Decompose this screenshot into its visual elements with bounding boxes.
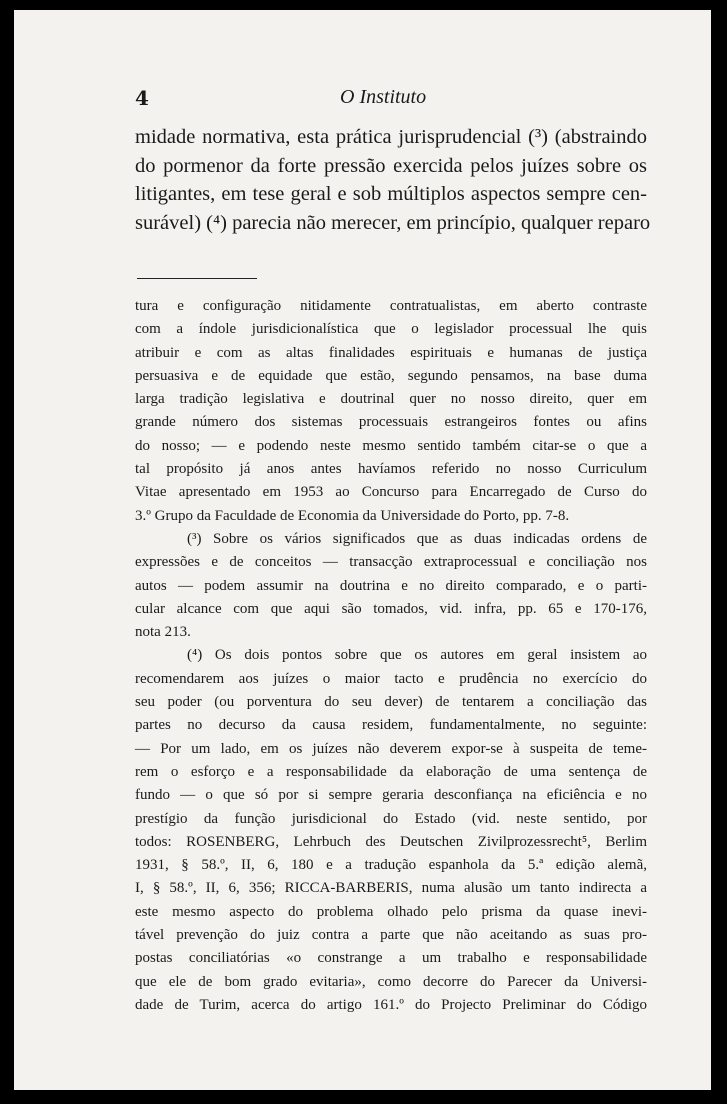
body-line: surável) (⁴) parecia não merecer, em princípio, qualquer reparo	[135, 211, 651, 234]
footnote-line: todos: ROSENBERG, Lehrbuch des Deutschen Zivilprozessrecht⁵, Berlim	[135, 833, 647, 850]
footnote-line: grande número dos sistemas processuais estrangeiros fontes ou afins	[135, 414, 647, 431]
footnote-line: do nosso; — e podendo neste mesmo sentido também citar-se o que a	[135, 437, 647, 454]
footnote-line: larga tradição legislativa e doutrinal quer no nosso direito, quer em	[135, 391, 647, 408]
footnote-line: 3.º Grupo da Faculdade de Economia da Universidade do Porto, pp. 7-8.	[135, 507, 570, 524]
footnote-line: (³) Sobre os vários significados que as duas indicadas ordens de	[187, 530, 647, 547]
page-number: 4	[135, 86, 149, 110]
footnote-line: atribuir e com as altas finalidades espirituais e humanas de justiça	[135, 344, 647, 361]
footnote-line: que ele de bom grado evitaria», como decorre do Parecer da Universi-	[135, 973, 647, 990]
footnote-separator	[137, 278, 257, 279]
body-line: midade normativa, esta prática jurisprudencial (³) (abstraindo	[135, 126, 647, 148]
footnote-line: este mesmo aspecto do problema olhado pelo prisma da quase inevi-	[135, 903, 647, 920]
footnote-line: 1931, § 58.º, II, 6, 180 e a tradução espanhola da 5.ª edição alemã,	[135, 857, 647, 874]
body-line: litigantes, em tese geral e sob múltiplos aspectos sempre cen-	[135, 183, 647, 205]
footnote-line: dade de Turim, acerca do artigo 161.º do Projecto Preliminar do Código	[135, 996, 647, 1013]
footnote-line: recomendarem aos juízes o maior tacto e prudência no exercício do	[135, 670, 647, 687]
footnote-line: rem o esforço e a responsabilidade da elaboração de uma sentença de	[135, 763, 647, 780]
footnote-continuation	[135, 295, 647, 528]
footnote-line: postas conciliatórias «o constrange a um trabalho e responsabilidade	[135, 950, 647, 967]
footnote-line: tal propósito já anos antes havíamos referido no nosso Curriculum	[135, 461, 647, 478]
footnote-line: expressões e de conceitos — transacção extraprocessual e conciliação nos	[135, 554, 647, 571]
footnote-line: (⁴) Os dois pontos sobre que os autores em geral insistem ao	[187, 647, 647, 664]
footnote-line: persuasiva e de equidade que estão, segundo pensamos, na base duma	[135, 367, 647, 384]
main-paragraph	[135, 123, 651, 237]
footnote-3	[135, 528, 647, 644]
footnote-line: — Por um lado, em os juízes não deverem expor-se à suspeita de teme-	[135, 740, 647, 757]
running-title: O Instituto	[340, 86, 427, 108]
footnote-line: tável prevenção do juiz contra a parte que não aceitando as suas pro-	[135, 927, 647, 944]
footnote-line: cular alcance com que aqui são tomados, vid. infra, pp. 65 e 170-176,	[135, 600, 647, 617]
footnote-line: partes no decurso da causa residem, fundamentalmente, no seguinte:	[135, 717, 647, 734]
footnote-line: com a índole jurisdicionalística que o legislador processual lhe quis	[135, 321, 647, 338]
footnote-line: prestígio da função jurisdicional do Estado (vid. neste sentido, por	[135, 810, 647, 827]
footnote-line: I, § 58.º, II, 6, 356; RICCA-BARBERIS, numa alusão um tanto indirecta a	[135, 880, 647, 897]
footnote-line: fundo — o que só por si sempre geraria desconfiança na eficiência e no	[135, 787, 647, 804]
footnote-4	[135, 644, 647, 1017]
body-line: do pormenor da forte pressão exercida pelos juízes sobre os	[135, 154, 647, 177]
footnote-line: Vitae apresentado em 1953 ao Concurso para Encarregado de Curso do	[135, 484, 647, 501]
footnote-line: nota 213.	[135, 624, 191, 641]
footnotes	[135, 295, 647, 1017]
footnote-line: seu poder (ou porventura do seu dever) de tentarem a conciliação das	[135, 694, 647, 711]
footnote-line: tura e configuração nitidamente contratualistas, em aberto contraste	[135, 298, 647, 314]
footnote-line: autos — podem assumir na doutrina e no direito comparado, e o parti-	[135, 577, 647, 594]
book-page	[14, 10, 711, 1090]
page-header	[135, 86, 663, 110]
